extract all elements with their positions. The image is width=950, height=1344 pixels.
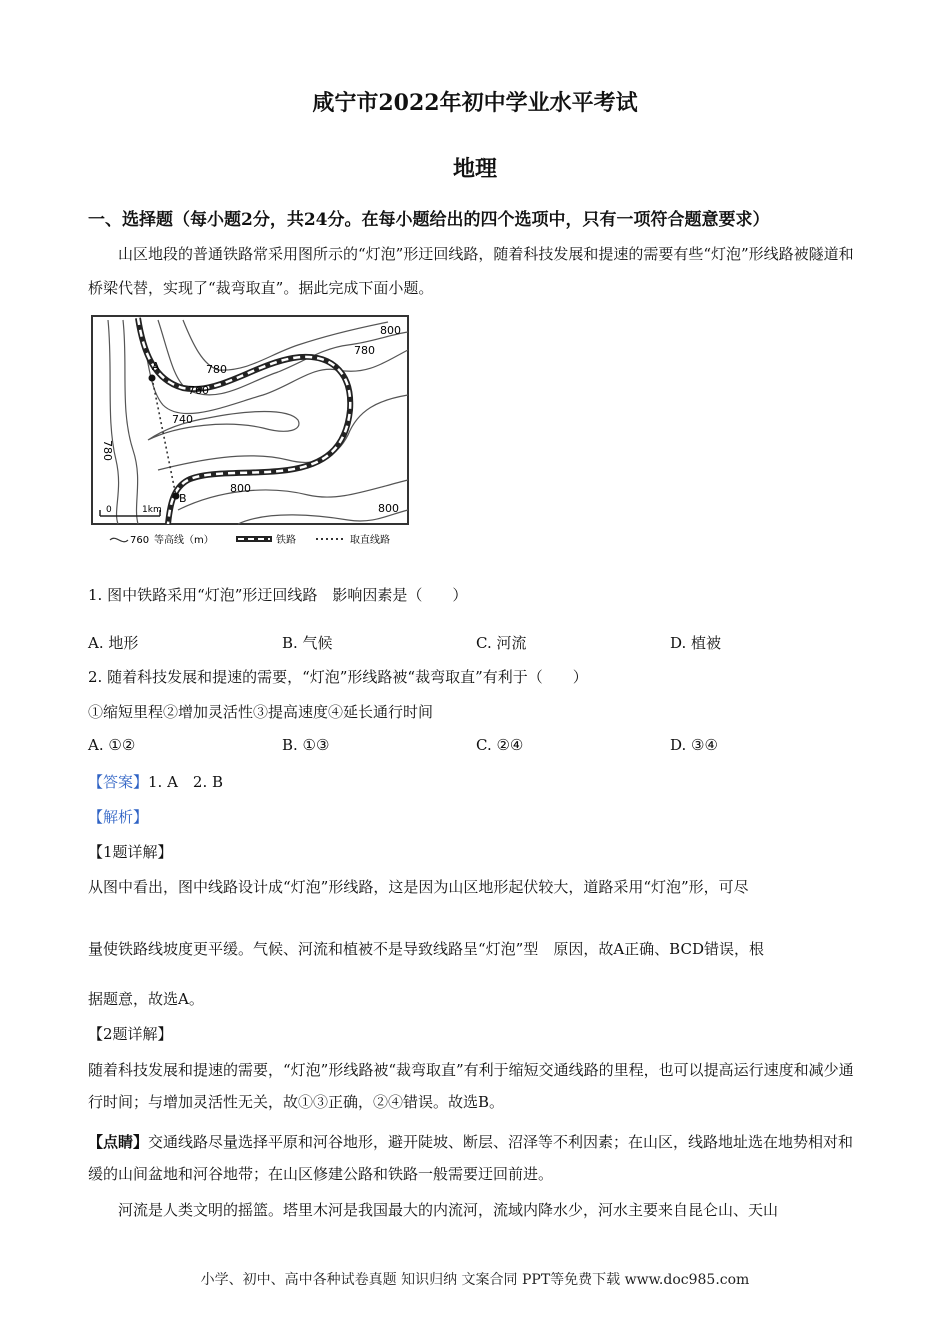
detail-2-heading: 【2题详解】 <box>88 1025 173 1043</box>
intro-paragraph: 山区地段的普通铁路常采用图所示的“灯泡”形迂回线路，随着科技发展和提速的需要有些“灯泡”形线路被隧道和桥梁代替，实现了“裁弯取直”。据此完成下面小题。 <box>88 245 854 297</box>
point-paragraph <box>88 1127 860 1190</box>
question-2-stem: 2. 随着科技发展和提速的需要，“灯泡”形线路被“裁弯取直”有利于（ ） <box>88 668 588 686</box>
detail-1-line-1: 从图中看出，图中线路设计成“灯泡”形线路，这是因为山区地形起伏较大，道路采用“灯泡”形，可尽 <box>88 878 749 896</box>
exam-title: 咸宁市2022年初中学业水平考试 <box>312 90 638 116</box>
contour-line <box>140 320 408 414</box>
point-b-label: B <box>179 492 187 505</box>
q1-option-d: D. 植被 <box>670 634 722 652</box>
question-2-statements: ①缩短里程②增加灵活性③提高速度④延长通行时间 <box>88 703 434 721</box>
contour-line <box>178 480 408 510</box>
detail-1-heading: 【1题详解】 <box>88 843 173 861</box>
subject-title: 地理 <box>452 156 497 182</box>
point-label: 【点睛】 <box>88 1133 149 1151</box>
point-a-label: A <box>152 360 160 373</box>
question-1-stem: 1. 图中铁路采用“灯泡”形迂回线路 影响因素是（ ） <box>88 586 468 604</box>
contour-line <box>123 320 138 524</box>
q1-option-a: A. 地形 <box>88 634 139 652</box>
contour-line <box>158 395 408 470</box>
contour-label: 780 <box>354 344 375 357</box>
detail-1-line-3: 据题意，故选A。 <box>88 990 204 1008</box>
contour-label: 760 <box>188 384 209 397</box>
answer-value: 1. A 2. B <box>148 773 224 791</box>
legend-railway: 铁路 <box>276 535 296 546</box>
next-passage: 河流是人类文明的摇篮。塔里木河是我国最大的内流河，流域内降水少，河水主要来自昆仑山、天山 <box>118 1201 779 1219</box>
legend-straight: 取直线路 <box>350 535 390 546</box>
point-text: 交通线路尽量选择平原和河谷地形，避开陡坡、断层、沼泽等不利因素；在山区，线路地址选在地势相对和缓的山间盆地和河谷地带；在山区修建公路和铁路一般需要迂回前进。 <box>88 1133 854 1183</box>
q2-option-b: B. ①③ <box>282 736 330 754</box>
contour-map <box>88 310 418 550</box>
contour-label: 780 <box>206 363 227 376</box>
contour-label: 740 <box>172 413 193 426</box>
contour-label: 800 <box>380 324 401 337</box>
contour-label: 800 <box>230 482 251 495</box>
scale-km: 1km <box>142 505 162 515</box>
answer-label: 【答案】 <box>88 773 149 791</box>
q2-option-a: A. ①② <box>88 736 136 754</box>
q2-option-c: C. ②④ <box>476 736 524 754</box>
detail-1-line-2: 量使铁路线坡度更平缓。气候、河流和植被不是导致线路呈“灯泡”型 原因，故A正确、BCD错误，根 <box>88 940 764 958</box>
analysis-label: 【解析】 <box>88 808 149 826</box>
q1-option-c: C. 河流 <box>476 634 527 652</box>
contour-label: 780 <box>101 440 114 461</box>
point-a-marker <box>149 375 156 382</box>
legend-contour-symbol <box>110 538 128 541</box>
q2-option-d: D. ③④ <box>670 736 718 754</box>
detail-2-text: 随着科技发展和提速的需要，“灯泡”形线路被“裁弯取直”有利于缩短交通线路的里程，也可以提高运行速度和减少通行时间；与增加灵活性无关，故①③正确，②④错误。故选B。 <box>88 1061 854 1111</box>
answer-line <box>88 771 223 792</box>
contour-line <box>108 320 119 524</box>
legend-contour: 等高线（m） <box>154 535 214 546</box>
page-footer: 小学、初中、高中各种试卷真题 知识归纳 文案合同 PPT等免费下载 www.doc985.com <box>200 1272 750 1288</box>
contour-line <box>148 412 299 441</box>
legend-contour-value: 760 <box>130 535 150 546</box>
section-heading: 一、选择题（每小题2分，共24分。在每小题给出的四个选项中，只有一项符合题意要求） <box>88 210 770 230</box>
q1-option-b: B. 气候 <box>282 634 333 652</box>
scale-zero: 0 <box>106 505 112 515</box>
contour-label: 800 <box>378 502 399 515</box>
